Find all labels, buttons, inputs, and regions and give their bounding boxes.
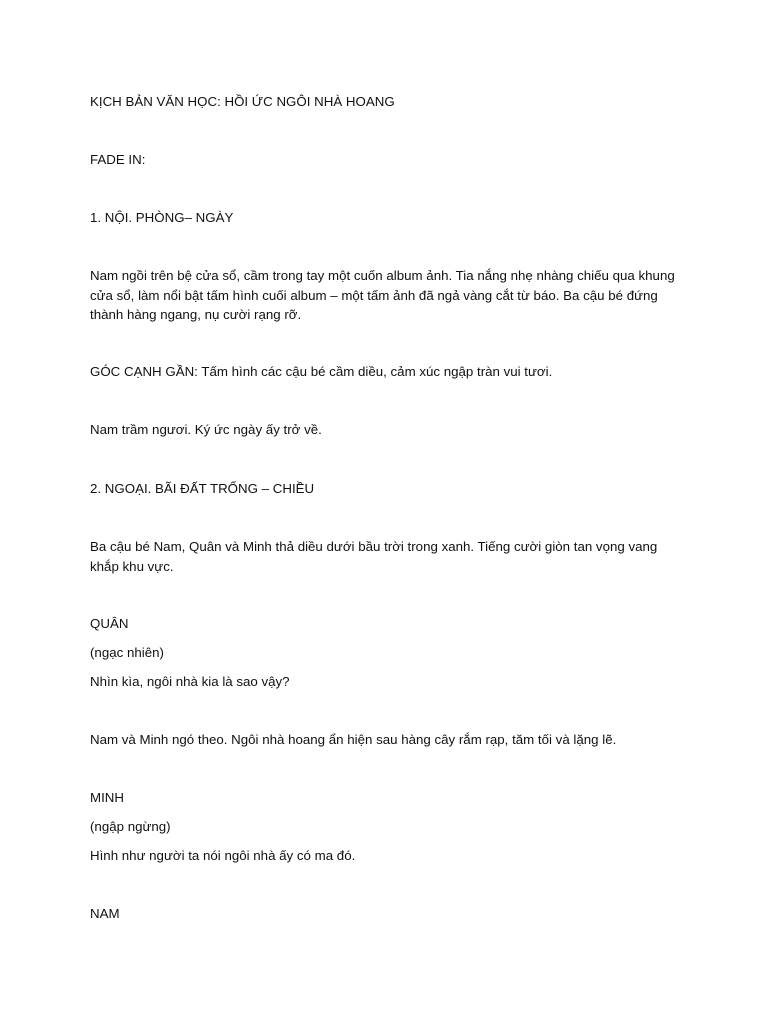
- closeup-direction: GÓC CẠNH GẦN: Tấm hình các cậu bé cầm diều, cảm xúc ngập tràn vui tươi.: [90, 364, 553, 379]
- character-name-nam: NAM: [90, 906, 120, 921]
- parenthetical-quan: (ngạc nhiên): [90, 645, 164, 660]
- scene-heading-1: 1. NỘI. PHÒNG– NGÀY: [90, 210, 234, 225]
- transition-fade-in: FADE IN:: [90, 152, 146, 167]
- dialogue-minh: Hình như người ta nói ngôi nhà ấy có ma đó.: [90, 848, 356, 863]
- dialogue-quan: Nhìn kìa, ngôi nhà kia là sao vậy?: [90, 674, 290, 689]
- action-paragraph-4: Nam và Minh ngó theo. Ngôi nhà hoang ẩn hiện sau hàng cây rắm rạp, tăm tối và lặng lẽ.: [90, 732, 617, 747]
- character-name-quan: QUÂN: [90, 616, 129, 631]
- parenthetical-minh: (ngập ngừng): [90, 819, 171, 834]
- action-paragraph-2: Nam trầm ngươi. Ký ức ngày ấy trở về.: [90, 422, 322, 437]
- action-paragraph-1: Nam ngồi trên bệ cửa sổ, cầm trong tay một cuốn album ảnh. Tia nắng nhẹ nhàng chiếu qua khung cửa sổ, làm nổi bật tấm hình cuối album – một tấm ảnh đã ngả vàng cắt từ báo. Ba cậu bé đứng thành hàng ngang, nụ cười rạng rỡ.: [90, 268, 675, 322]
- script-title: KỊCH BẢN VĂN HỌC: HỒI ỨC NGÔI NHÀ HOANG: [90, 94, 395, 109]
- scene-heading-2: 2. NGOẠI. BÃI ĐẤT TRỐNG – CHIỀU: [90, 481, 315, 496]
- character-name-minh: MINH: [90, 790, 124, 805]
- action-paragraph-3: Ba cậu bé Nam, Quân và Minh thả diều dưới bầu trời trong xanh. Tiếng cười giòn tan vọng vang khắp khu vực.: [90, 539, 658, 574]
